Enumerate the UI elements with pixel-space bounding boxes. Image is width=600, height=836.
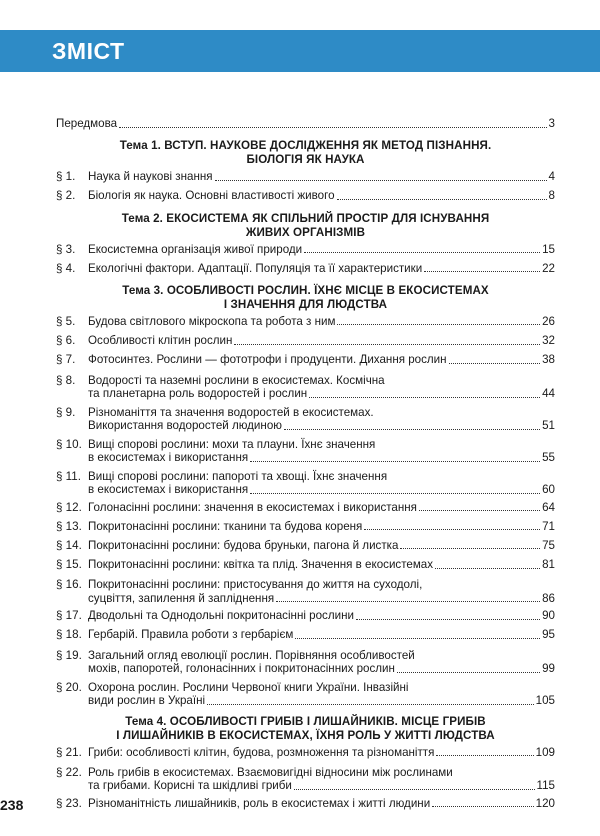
dot-leader bbox=[419, 510, 540, 511]
toc-entry-page: 95 bbox=[542, 628, 555, 642]
toc-entry-title: Використання водоростей людиною bbox=[88, 419, 282, 432]
section-number: § 1. bbox=[56, 170, 76, 184]
toc-entry-title: Водорості та наземні рослини в екосистемах. Космічна bbox=[88, 373, 385, 387]
toc-entry-title: Екологічні фактори. Адаптації. Популяція та її характеристики bbox=[88, 261, 423, 275]
toc-entry-page: 81 bbox=[542, 558, 555, 572]
dot-leader bbox=[276, 601, 540, 602]
toc-entry-title: Загальний огляд еволюції рослин. Порівняння особливостей bbox=[88, 648, 415, 662]
toc-entry-page: 109 bbox=[535, 745, 555, 759]
toc-entry-page: 22 bbox=[542, 261, 555, 275]
toc-entry[interactable] bbox=[56, 353, 555, 372]
toc-entry-title: Будова світлового мікроскопа та робота з ним bbox=[88, 314, 336, 328]
section-number: § 20. bbox=[56, 680, 82, 694]
toc-entry-page: 120 bbox=[535, 796, 555, 810]
header-band bbox=[0, 30, 600, 72]
toc-entry[interactable] bbox=[56, 648, 555, 680]
toc-entry[interactable] bbox=[56, 609, 555, 628]
toc-entry-title: суцвіття, запилення й запліднення bbox=[88, 591, 275, 605]
toc-entry-title: Охорона рослин. Рослини Червоної книги України. Інвазійні bbox=[88, 680, 409, 694]
section-number: § 23. bbox=[56, 796, 82, 810]
toc-entry-title: та планетарна роль водоростей і рослин bbox=[88, 387, 308, 400]
page-number: 238 bbox=[0, 797, 24, 813]
toc-entry[interactable] bbox=[56, 243, 555, 262]
toc-entry-page: 38 bbox=[542, 353, 555, 367]
topic-heading-line: Тема 1. ВСТУП. НАУКОВЕ ДОСЛІДЖЕННЯ ЯК МЕТОД ПІЗНАННЯ. bbox=[119, 139, 492, 153]
toc-entry-title: Роль грибів в екосистемах. Взаємовигідні відносини між рослинами bbox=[88, 765, 453, 779]
toc-entry-page: 115 bbox=[536, 779, 555, 793]
section-number: § 10. bbox=[56, 437, 82, 451]
dot-leader bbox=[295, 638, 540, 639]
toc-entry[interactable] bbox=[56, 189, 555, 208]
dot-leader bbox=[284, 429, 540, 430]
dot-leader bbox=[294, 789, 535, 790]
toc-entry[interactable] bbox=[56, 577, 555, 609]
section-number: § 16. bbox=[56, 578, 82, 592]
dot-leader bbox=[432, 806, 533, 807]
section-number: § 7. bbox=[56, 353, 76, 367]
toc-entry[interactable] bbox=[56, 501, 555, 520]
topic-heading-line: І ЛИШАЙНИКІВ В ЕКОСИСТЕМАХ, ЇХНЯ РОЛЬ У ЖИТТІ ЛЮДСТВА bbox=[116, 728, 495, 742]
toc-entry[interactable] bbox=[56, 520, 555, 539]
toc-entry-page: 105 bbox=[535, 694, 555, 708]
toc-entry[interactable] bbox=[56, 469, 555, 501]
dot-leader bbox=[337, 199, 547, 200]
toc-entry-title: Різноманітність лишайників, роль в екосистемах і житті людини bbox=[88, 796, 431, 810]
toc-entry-page: 75 bbox=[542, 538, 555, 552]
toc-entry-page: 44 bbox=[542, 387, 555, 400]
toc-entry-page: 71 bbox=[542, 519, 555, 533]
section-number: § 9. bbox=[56, 405, 76, 419]
toc-entry-title: Особливості клітин рослин bbox=[88, 334, 233, 348]
toc-entry-page: 51 bbox=[542, 419, 555, 432]
toc-entry[interactable] bbox=[56, 680, 555, 712]
toc-entry-page: 55 bbox=[542, 451, 555, 464]
topic-heading bbox=[56, 209, 555, 243]
toc-entry-page: 64 bbox=[542, 500, 555, 514]
topic-heading-line: І ЗНАЧЕННЯ ДЛЯ ЛЮДСТВА bbox=[223, 297, 388, 311]
toc-entry[interactable] bbox=[56, 558, 555, 577]
toc-entry-title: Покритонасінні рослини: будова бруньки, пагона й листка bbox=[88, 538, 399, 552]
toc-entry-page: 90 bbox=[542, 609, 555, 623]
page-title: ЗМІСТ bbox=[52, 38, 125, 64]
toc-entry-page: 4 bbox=[548, 170, 555, 184]
toc-entry[interactable] bbox=[56, 797, 555, 816]
toc-entry[interactable] bbox=[56, 262, 555, 281]
toc-entry-title: Голонасінні рослини: значення в екосистемах і використання bbox=[88, 500, 417, 514]
toc-entry-page: 8 bbox=[548, 189, 555, 203]
toc-entry-page: 15 bbox=[542, 242, 555, 256]
section-number: § 18. bbox=[56, 628, 82, 642]
toc-entry-title: Фотосинтез. Рослини — фототрофи і продуценти. Дихання рослин bbox=[88, 353, 447, 367]
toc-entry-title: Наука й наукові знання bbox=[88, 170, 213, 184]
dot-leader bbox=[250, 493, 540, 494]
toc-entry-title: мохів, папоротей, голонасінних і покритонасінних рослин bbox=[88, 662, 395, 676]
section-number: § 8. bbox=[56, 373, 76, 387]
dot-leader bbox=[449, 363, 541, 364]
toc-entry-page: 60 bbox=[542, 483, 555, 496]
toc-entry[interactable] bbox=[56, 746, 555, 765]
toc-entry-title: Біологія як наука. Основні властивості живого bbox=[88, 189, 335, 203]
toc-entry-title: Екосистемна організація живої природи bbox=[88, 242, 303, 256]
dot-leader bbox=[119, 127, 546, 128]
toc-entry-page: 86 bbox=[542, 591, 555, 605]
topic-heading-line: Тема 3. ОСОБЛИВОСТІ РОСЛИН. ЇХНЄ МІСЦЕ В ЕКОСИСТЕМАХ bbox=[122, 283, 489, 297]
section-number: § 22. bbox=[56, 765, 82, 779]
toc-entry-title: Різноманіття та значення водоростей в екосистемах. bbox=[88, 405, 374, 419]
dot-leader bbox=[234, 344, 540, 345]
toc-entry-title: Покритонасінні рослини: пристосування до життя на суходолі, bbox=[88, 578, 423, 592]
section-number: § 6. bbox=[56, 334, 76, 348]
topic-heading bbox=[56, 281, 555, 315]
section-number: § 5. bbox=[56, 314, 76, 328]
dot-leader bbox=[337, 324, 540, 325]
dot-leader bbox=[424, 271, 540, 272]
dot-leader bbox=[250, 461, 540, 462]
toc-entry[interactable] bbox=[56, 334, 555, 353]
toc-entry-page: 26 bbox=[542, 314, 555, 328]
section-number: § 21. bbox=[56, 745, 82, 759]
toc-entry[interactable] bbox=[56, 765, 555, 797]
topic-heading-line: ЖИВИХ ОРГАНІЗМІВ bbox=[245, 225, 366, 239]
toc-entry-title: та грибами. Корисні та шкідливі гриби bbox=[88, 779, 292, 793]
toc-entry-title: Вищі спорові рослини: папороті та хвощі. Їхнє значення bbox=[88, 469, 388, 483]
dot-leader bbox=[304, 252, 540, 253]
dot-leader bbox=[435, 568, 540, 569]
toc-entry-title: Вищі спорові рослини: мохи та плауни. Їхнє значення bbox=[88, 437, 376, 451]
section-number: § 13. bbox=[56, 519, 82, 533]
section-number: § 2. bbox=[56, 189, 76, 203]
toc-entry-page: 99 bbox=[542, 662, 555, 676]
section-number: § 4. bbox=[56, 261, 76, 275]
toc-entry-title: Передмова bbox=[56, 117, 118, 130]
topic-heading-line: Тема 4. ОСОБЛИВОСТІ ГРИБІВ І ЛИШАЙНИКІВ. МІСЦЕ ГРИБІВ bbox=[125, 714, 486, 728]
toc-entry-title: види рослин в Україні bbox=[88, 694, 206, 708]
section-number: § 14. bbox=[56, 538, 82, 552]
topic-heading bbox=[56, 136, 555, 170]
toc-entry[interactable] bbox=[56, 628, 555, 647]
dot-leader bbox=[309, 397, 540, 398]
topic-heading-line: БІОЛОГІЯ ЯК НАУКА bbox=[246, 153, 365, 167]
table-of-contents bbox=[56, 117, 555, 816]
toc-entry-page: 32 bbox=[542, 334, 555, 348]
toc-entry[interactable] bbox=[56, 373, 555, 405]
dot-leader bbox=[436, 755, 533, 756]
dot-leader bbox=[215, 180, 547, 181]
toc-entry-title: Гербарій. Правила роботи з гербарієм bbox=[88, 628, 294, 642]
toc-entry-title: Гриби: особливості клітин, будова, розмноження та різноманіття bbox=[88, 745, 435, 759]
toc-entry[interactable] bbox=[56, 405, 555, 437]
dot-leader bbox=[397, 672, 540, 673]
toc-entry[interactable] bbox=[56, 539, 555, 558]
toc-entry-title: Дводольні та Однодольні покритонасінні рослини bbox=[88, 609, 354, 623]
topic-heading bbox=[56, 712, 555, 746]
toc-entry[interactable] bbox=[56, 315, 555, 334]
section-number: § 12. bbox=[56, 500, 82, 514]
toc-entry-title: Покритонасінні рослини: квітка та плід. Значення в екосистемах bbox=[88, 558, 434, 572]
section-number: § 19. bbox=[56, 648, 82, 662]
toc-entry-title: в екосистемах і використання bbox=[88, 483, 249, 496]
dot-leader bbox=[356, 619, 540, 620]
section-number: § 15. bbox=[56, 558, 82, 572]
toc-entry[interactable] bbox=[56, 170, 555, 189]
section-number: § 17. bbox=[56, 609, 82, 623]
toc-entry-preface[interactable] bbox=[56, 117, 555, 136]
dot-leader bbox=[207, 704, 534, 705]
section-number: § 11. bbox=[56, 469, 81, 483]
toc-entry[interactable] bbox=[56, 437, 555, 469]
section-number: § 3. bbox=[56, 242, 76, 256]
toc-entry-page: 3 bbox=[548, 117, 555, 130]
toc-entry-title: в екосистемах і використання bbox=[88, 451, 249, 464]
dot-leader bbox=[400, 548, 540, 549]
topic-heading-line: Тема 2. ЕКОСИСТЕМА ЯК СПІЛЬНИЙ ПРОСТІР ДЛЯ ІСНУВАННЯ bbox=[121, 211, 490, 225]
dot-leader bbox=[364, 529, 540, 530]
toc-entry-title: Покритонасінні рослини: тканини та будова кореня bbox=[88, 519, 363, 533]
